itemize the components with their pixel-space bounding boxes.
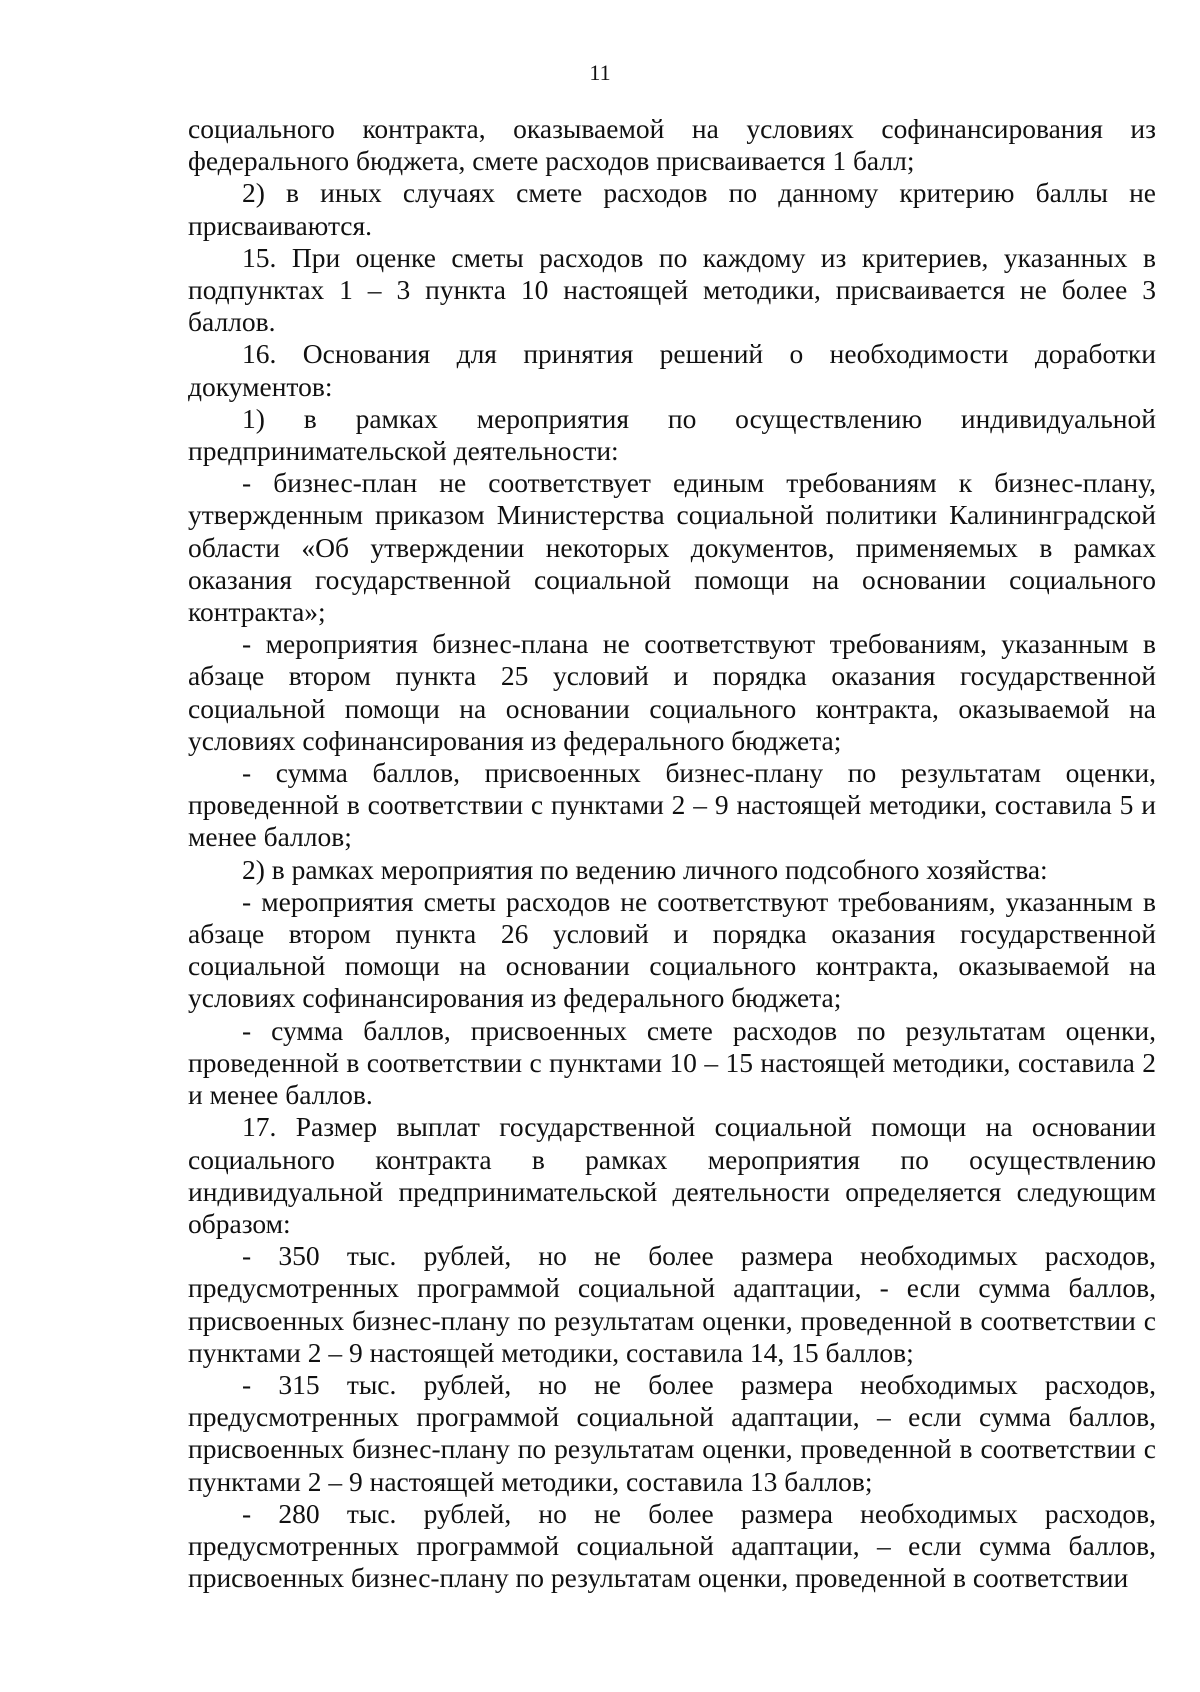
paragraph-item-16-sub-1: 1) в рамках мероприятия по осуществлению индивидуальной предпринимательской деятельности: — [188, 402, 1156, 467]
paragraph-item-16-sub-1-dash-1: - бизнес-план не соответствует единым требованиям к бизнес-плану, утвержденным приказом Министерства социальной политики Калининградской области «Об утверждении некоторых документов, применяемых в рамках оказания государственной социальной помощи на основании социального контракта»; — [188, 467, 1156, 628]
page-number: 11 — [589, 60, 611, 85]
paragraph-item-16-sub-2: 2) в рамках мероприятия по ведению личного подсобного хозяйства: — [242, 853, 1048, 885]
paragraph-item-17-dash-315: - 315 тыс. рублей, но не более размера необходимых расходов, предусмотренных программой социальной адаптации, – если сумма баллов, присвоенных бизнес-плану по результатам оценки, проведенной в соответствии с пунктами 2 – 9 настоящей методики, составила 13 баллов; — [188, 1368, 1156, 1497]
paragraph-item-16: 16. Основания для принятия решений о необходимости доработки документов: — [188, 338, 1156, 402]
paragraph-subitem-2: 2) в иных случаях смете расходов по данному критерию баллы не присваиваются. — [188, 177, 1156, 241]
paragraph-item-16-sub-1-dash-2: - мероприятия бизнес-плана не соответствуют требованиям, указанным в абзаце втором пункта 25 условий и порядка оказания государственной социальной помощи на основании социального контракта, оказываемой на условиях софинансирования из федерального бюджета; — [188, 628, 1156, 756]
paragraph-item-17-dash-350: - 350 тыс. рублей, но не более размера необходимых расходов, предусмотренных программой социальной адаптации, - если сумма баллов, присвоенных бизнес-плану по результатам оценки, проведенной в соответствии с пунктами 2 – 9 настоящей методики, составила 14, 15 баллов; — [188, 1240, 1156, 1368]
paragraph-item-16-sub-2-dash-2: - сумма баллов, присвоенных смете расходов по результатам оценки, проведенной в соответствии с пунктами 10 – 15 настоящей методики, составила 2 и менее баллов. — [188, 1014, 1156, 1111]
paragraph-continuation: социального контракта, оказываемой на условиях софинансирования из федерального бюджета, смете расходов присваивается 1 балл; — [188, 113, 1156, 177]
document-body — [188, 113, 1156, 1594]
paragraph-item-15: 15. При оценке сметы расходов по каждому из критериев, указанных в подпунктах 1 – 3 пункта 10 настоящей методики, присваивается не более 3 баллов. — [188, 241, 1156, 338]
paragraph-item-17: 17. Размер выплат государственной социальной помощи на основании социального контракта в рамках мероприятия по осуществлению индивидуальной предпринимательской деятельности определяется следующим образом: — [188, 1111, 1156, 1239]
paragraph-item-16-sub-2-dash-1: - мероприятия сметы расходов не соответствуют требованиям, указанным в абзаце втором пункта 26 условий и порядка оказания государственной социальной помощи на основании социального контракта, оказываемой на условиях софинансирования из федерального бюджета; — [188, 885, 1156, 1014]
paragraph-item-16-sub-1-dash-3: - сумма баллов, присвоенных бизнес-плану по результатам оценки, проведенной в соответствии с пунктами 2 – 9 настоящей методики, составила 5 и менее баллов; — [188, 757, 1156, 853]
paragraph-item-17-dash-280: - 280 тыс. рублей, но не более размера необходимых расходов, предусмотренных программой социальной адаптации, – если сумма баллов, присвоенных бизнес-плану по результатам оценки, проведенной в соответствии — [188, 1497, 1156, 1594]
